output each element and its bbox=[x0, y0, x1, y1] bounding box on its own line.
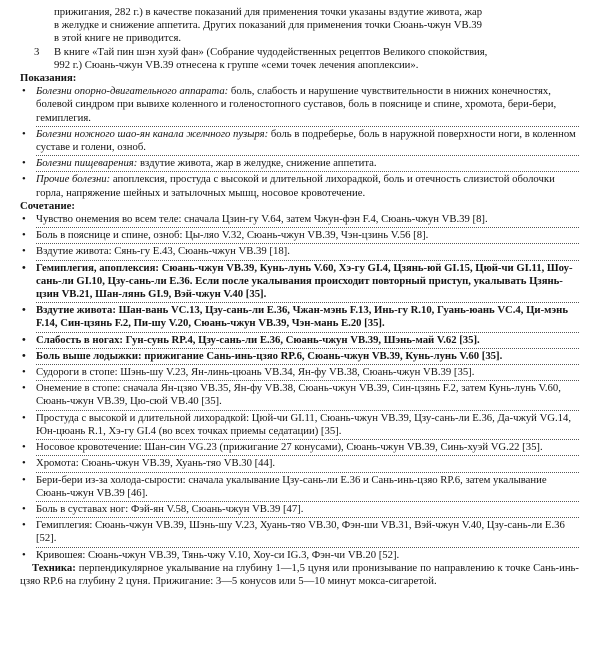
combination-text: Вздутие живота: Шан-вань VC.13, Цзу-сань-ли E.36, Чжан-мэнь F.13, Инь-гу R.10, Гуань-юань VC.4, Ци-мэнь F.14, Син-цзянь F.2, Пи-шу V.20, Сюань-чжун VB.39, Чэн-мань E.20 [35]. bbox=[36, 304, 568, 330]
combination-text: Судороги в стопе: Шэнь-шу V.23, Ян-линь-цюань VB.34, Ян-фу VB.38, Сюань-чжун VB.39 [35]. bbox=[36, 366, 475, 379]
indication-label: Прочие болезни: bbox=[36, 173, 111, 186]
indication-text: вздутие живота, жар в желудке, снижение аппетита. bbox=[137, 157, 377, 170]
bullet-icon: • bbox=[22, 548, 26, 561]
text-line: 992 г.) Сюань-чжун VB.39 отнесена к группе «семи точек лечения апоплексии». bbox=[54, 58, 419, 71]
bullet-icon: • bbox=[22, 473, 26, 486]
bullet-icon: • bbox=[22, 333, 26, 346]
indication-item bbox=[18, 128, 579, 156]
bullet-icon: • bbox=[22, 127, 26, 140]
combination-text: Хромота: Сюань-чжун VB.39, Хуань-тяо VB.30 [44]. bbox=[36, 457, 276, 470]
bullet-icon: • bbox=[22, 173, 26, 186]
indications-heading: Показания: bbox=[20, 72, 77, 85]
indication-label: Болезни пищеварения: bbox=[36, 157, 138, 170]
combination-item bbox=[18, 304, 579, 332]
bullet-icon: • bbox=[22, 457, 26, 470]
text-line: в этой книге не приводится. bbox=[54, 32, 182, 45]
footnote-3 bbox=[18, 46, 579, 72]
combination-item bbox=[18, 519, 579, 547]
bullet-icon: • bbox=[22, 261, 26, 274]
indication-item bbox=[18, 173, 579, 199]
combination-text: Гемиплегия: Сюань-чжун VB.39, Шэнь-шу V.23, Хуань-тяо VB.30, Фэн-ши VB.31, Вэй-чжун V.40, Цзу-сань-ли E.36 [52]. bbox=[36, 519, 565, 545]
bullet-icon: • bbox=[22, 382, 26, 395]
combination-text: Простуда с высокой и длительной лихорадкой: Цюй-чи GI.11, Сюань-чжун VB.39, Цзу-сань-ли E.36, Да-чжуй VG.14, Юн-цюань R.1, Хэ-гу GI.4 (во всех точках приемы седатации) [35]. bbox=[36, 411, 572, 437]
combination-item bbox=[18, 549, 579, 562]
combination-text: Боль в суставах ног: Фэй-ян V.58, Сюань-чжун VB.39 [47]. bbox=[36, 502, 304, 515]
combination-text: Чувство онемения во всем теле: сначала Цзин-гу V.64, затем Чжун-фэн F.4, Сюань-чжун VB.39 [8]. bbox=[36, 213, 488, 226]
combination-item bbox=[18, 441, 579, 456]
combination-item bbox=[18, 262, 579, 304]
indication-label: Болезни опорно-двигательного аппарата: bbox=[36, 85, 229, 98]
indication-text: боль в подреберье, боль в наружной поверхности ноги, в коленном суставе и голени, озноб. bbox=[36, 127, 576, 154]
technique-text: перпендикулярное укалывание на глубину 1—1,5 цуня или пронизывание по направлению к точке Сань-инь-цзяо RP.6 на глубину 2 цуня. Прижигание: 3—5 конусов или 5—10 минут мокса-сигаретой. bbox=[20, 561, 579, 587]
text-line: прижигания, 282 г.) в качестве показаний для применения точки указаны вздутие живота, жар bbox=[54, 6, 483, 18]
technique-label: Техника: bbox=[32, 561, 76, 574]
technique-paragraph bbox=[18, 562, 579, 588]
combination-item bbox=[18, 245, 579, 260]
indication-label: Болезни ножного шао-ян канала желчного пузыря: bbox=[36, 127, 269, 140]
combination-item bbox=[18, 412, 579, 440]
text-line: В книге «Тай пин шэн хуэй фан» (Собрание чудодейственных рецептов Великого спокойствия, bbox=[54, 45, 488, 58]
combination-item bbox=[18, 213, 579, 228]
combination-text: Боль выше лодыжки: прижигание Сань-инь-цзяо RP.6, Сюань-чжун VB.39, Кунь-лунь V.60 [35]. bbox=[36, 349, 503, 362]
combination-text: Боль в пояснице и спине, озноб: Цы-ляо V.32, Сюань-чжун VB.39, Чэн-цзинь V.56 [8]. bbox=[36, 229, 429, 242]
combination-text: Вздутие живота: Сянь-гу E.43, Сюань-чжун VB.39 [18]. bbox=[36, 245, 290, 258]
bullet-icon: • bbox=[22, 157, 26, 170]
combination-text: Слабость в ногах: Гун-сунь RP.4, Цзу-сань-ли E.36, Сюань-чжун VB.39, Шэнь-май V.62 [35]. bbox=[36, 333, 480, 346]
bullet-icon: • bbox=[22, 519, 26, 532]
combination-list bbox=[18, 213, 579, 562]
indications-list bbox=[18, 85, 579, 200]
combination-heading: Сочетание: bbox=[20, 199, 75, 212]
footnote-number: 3 bbox=[34, 45, 40, 58]
bullet-icon: • bbox=[22, 213, 26, 226]
combination-text: Носовое кровотечение: Шан-син VG.23 (прижигание 27 конусами), Сюань-чжун VB.39, Синь-хуэй VG.22 [35]. bbox=[36, 441, 543, 454]
bullet-icon: • bbox=[22, 85, 26, 98]
indication-item bbox=[18, 85, 579, 127]
combination-item bbox=[18, 457, 579, 472]
bullet-icon: • bbox=[22, 366, 26, 379]
combination-text: Онемение в стопе: сначала Ян-цзяо VB.35, Ян-фу VB.38, Сюань-чжун VB.39, Син-цзянь F.2, затем Кунь-лунь V.60, Сюань-чжун VB.39, Цю-сюй VB.40 [35]. bbox=[36, 382, 561, 408]
combination-item bbox=[18, 229, 579, 244]
indication-text: апоплексия, простуда с высокой и длительной лихорадкой, боль и отечность слизистой оболочки горла, напряжение шейных и затылочных мышц, носовое кровотечение. bbox=[36, 173, 555, 199]
combination-text: Бери-бери из-за холода-сырости: сначала укалывание Цзу-сань-ли E.36 и Сань-инь-цзяо RP.6, затем укалывание Сюань-чжун VB.39 [46]. bbox=[36, 473, 547, 499]
combination-item bbox=[18, 503, 579, 518]
combination-item bbox=[18, 334, 579, 349]
combination-item bbox=[18, 382, 579, 410]
bullet-icon: • bbox=[22, 349, 26, 362]
bullet-icon: • bbox=[22, 245, 26, 258]
bullet-icon: • bbox=[22, 441, 26, 454]
combination-text: Гемиплегия, апоплексия: Сюань-чжун VB.39, Кунь-лунь V.60, Хэ-гу GI.4, Цзянь-юй GI.15, Цюй-чи GI.11, Шоу-сань-ли GI.10, Цзу-сань-ли E.36. Если после укалывания происходит повторный приступ, укалывать Цзянь-цзин VB.21, Шан-лянь GI.9, Вэй-чжун V.40 [35]. bbox=[36, 261, 573, 301]
footnote-continuation bbox=[18, 6, 579, 46]
bullet-icon: • bbox=[22, 304, 26, 317]
combination-text: Кривошея: Сюань-чжун VB.39, Тянь-чжу V.10, Хоу-си IG.3, Фэн-чи VB.20 [52]. bbox=[36, 548, 400, 561]
combination-item bbox=[18, 366, 579, 381]
combination-item bbox=[18, 474, 579, 502]
combination-item bbox=[18, 350, 579, 365]
bullet-icon: • bbox=[22, 229, 26, 242]
indication-item bbox=[18, 157, 579, 172]
bullet-icon: • bbox=[22, 502, 26, 515]
bullet-icon: • bbox=[22, 411, 26, 424]
text-line: в желудке и снижение аппетита. Других показаний для применения точки Сюань-чжун VB.39 bbox=[54, 19, 482, 32]
indication-text: боль, слабость и нарушение чувствительности в нижних конечностях, болевой синдром при вывихе коленного и голеностопного суставов, боль в пояснице и спине, хромота, бери-бери, гемиплегия. bbox=[36, 85, 557, 124]
